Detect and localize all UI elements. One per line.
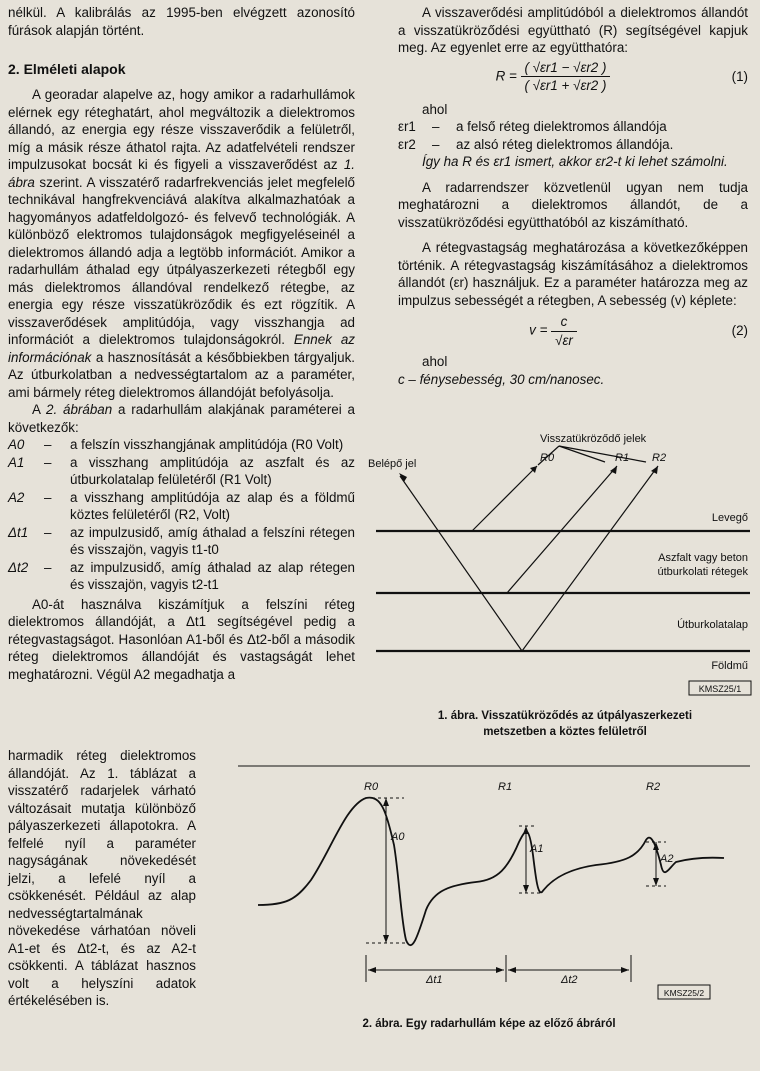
list-item: εr2 – az alsó réteg dielektromos állandója. <box>398 136 674 152</box>
equation-number: (1) <box>731 68 748 84</box>
layer-label-base: Útburkolatalap <box>677 619 748 631</box>
layer-label-air: Levegő <box>711 512 748 524</box>
fraction: $\frac{( √\varepsilon r1 - √\varepsilon r2 )}{( √\varepsilon r1 + √\varepsilon r2 )}$ <box>521 59 611 95</box>
layer-label-asphalt-1: Aszfalt vagy beton <box>658 552 748 564</box>
body-paragraph-r1: A visszaverődési amplitúdóból a dielektromos állandót a visszatükröződési együttható (R) segítségével kapjuk meg. Az egyenlet erre az együtthatóra: <box>398 5 748 55</box>
label-r0: R0 <box>540 452 555 464</box>
figure-1-caption: 1. ábra. Visszatükröződés az útpályaszerkezeti metszetben a köztes felületről <box>437 710 693 738</box>
body-paragraph-r3: A radarrendszer közvetlenül ugyan nem tudja meghatározni a dielektromos állandót, de a visszatükröződési együtthatóból az kiszámítható. <box>398 179 748 230</box>
figure-1-diagram <box>362 428 756 702</box>
body-paragraph-4: harmadik réteg dielektromos állandóját. Az 1. táblázat a visszatérő radarjelek várható változásait mutatja különböző pályaszerkezeti állapotokra. A felfelé nyíl a paraméter nagyságának növekedését jelzi, a lefelé nyíl a csökkenését. Például az alap nedvességtartalmának növekedése várhatóan növeli A1-et és Δt2-t, és az A2-t csökkenti. A táblázat hasznos volt a helyszíni adatok értékelésében is. <box>8 748 196 1008</box>
list-item: A2 – a visszhang amplitúdója az alap és a földmű köztes felületéről (R2, Volt) <box>8 489 355 522</box>
indicator-line <box>559 446 646 462</box>
figure-reference: 2. ábrában <box>46 402 113 417</box>
radar-waveform <box>258 798 724 946</box>
list-item: Δt2 – az impulzusidő, amíg áthalad az alap rétegen és visszajön, vagyis t2-t1 <box>8 559 355 592</box>
equation-2: v = $\frac{c}{√\varepsilon r}$ (2) <box>529 314 748 348</box>
label-a0: A0 <box>391 831 405 843</box>
label-r1: R1 <box>498 781 513 793</box>
body-paragraph-r4: A rétegvastagság meghatározása a következőképpen történik. A rétegvastagság kiszámításához a dielektromos állandót (εr) használjuk. Ez a paraméter határozza meg az impulzus sebességét a rétegben, A sebesség (v) képlete: <box>398 240 748 308</box>
arrowhead <box>383 798 389 806</box>
arrowhead <box>508 967 516 973</box>
where-label: ahol <box>422 354 448 369</box>
reflected-ray-r1 <box>507 466 617 593</box>
where-label: ahol <box>422 101 448 117</box>
figure-code: KMSZ25/2 <box>663 988 705 998</box>
arrowhead-r2 <box>651 466 658 474</box>
equation-1: R = $\frac{( √\varepsilon r1 - √\varepsilon r2 )}{( √\varepsilon r1 + √\varepsilon r2 )}$ (1) <box>495 59 748 93</box>
label-r2: R2 <box>646 781 661 793</box>
equation-number: (2) <box>731 323 748 339</box>
left-column <box>8 4 355 683</box>
label-reflected: Visszatükröződő jelek <box>540 433 647 445</box>
section-heading: 2. Elméleti alapok <box>8 61 126 77</box>
figure-reference: 1. ábra <box>8 157 355 190</box>
parameter-list <box>8 436 355 594</box>
list-item: A1 – a visszhang amplitúdója az aszfalt és az útburkolatalap felületéről (R1 Volt) <box>8 454 355 487</box>
arrowhead <box>368 967 376 973</box>
list-item: Δt1 – az impulzusidő, amíg áthalad a felszíni rétegen és visszajön, vagyis t1-t0 <box>8 524 355 557</box>
right-column <box>398 4 748 388</box>
arrowhead <box>523 885 529 893</box>
label-r2: R2 <box>652 452 667 464</box>
reflected-ray-r2 <box>522 466 658 651</box>
figure-2-caption: 2. ábra. Egy radarhullám képe az előző ábráról <box>362 1018 616 1030</box>
label-r1: R1 <box>615 452 630 464</box>
label-r0: R0 <box>364 781 379 793</box>
layer-label-asphalt-2: útburkolati rétegek <box>657 566 748 578</box>
speed-of-light-definition: c – fénysebesség, 30 cm/nanosec. <box>398 371 605 387</box>
continued-paragraph: nélkül. A kalibrálás az 1995-ben elvégzett azonosító fúrások alapján történt. <box>8 5 355 38</box>
label-dt2: Δt2 <box>561 974 578 986</box>
layer-label-subgrade: Földmű <box>711 660 748 672</box>
figure-2-waveform <box>236 760 754 1010</box>
incident-ray <box>400 476 522 651</box>
reflected-ray-r0 <box>472 466 537 531</box>
label-a2: A2 <box>660 853 674 865</box>
body-paragraph-2: A 2. ábrában a radarhullám alakjának paraméterei a következők: <box>8 402 355 435</box>
label-dt1: Δt1 <box>426 974 443 986</box>
label-incident: Belépő jel <box>368 458 417 470</box>
body-paragraph-r2: Így ha R és εr1 ismert, akkor εr2-t ki lehet számolni. <box>422 154 728 169</box>
body-paragraph-3: A0-át használva kiszámítjuk a felszíni réteg dielektromos állandóját, a Δt1 segítségével pedig a rétegvastagságot. Hasonlóan A1-ből és Δt2-ből a második réteg dielektromos állandóját és vastagságát lehet meghatározni. Végül A2 megadhatja a <box>8 596 355 682</box>
arrowhead <box>496 967 504 973</box>
arrowhead <box>383 935 389 943</box>
list-item: εr1 – a felső réteg dielektromos állandója <box>398 119 667 134</box>
indicator-line <box>559 446 605 462</box>
arrowhead <box>523 826 529 834</box>
label-a1: A1 <box>530 843 544 855</box>
arrowhead <box>621 967 629 973</box>
arrowhead <box>653 878 659 886</box>
list-item: A0 – a felszín visszhangjának amplitúdója (R0 Volt) <box>8 437 344 452</box>
body-paragraph-1: A georadar alapelve az, hogy amikor a radarhullámok elérnek egy réteghatárt, ahol megváltozik a dielektromos állandó, az energia egy része visszaverődik a felületről, míg a másik része áthatol rajta. Az adatfelvételi rendszer impulzusokat bocsát ki és figyeli a visszaverődést az 1. ábra szerint. A visszatérő radarfrekvenciás jelet megfelelő technikával hangfrekvenciává alakítva alkalmazhatóak a hagyományos adatfeldolgozó- és felvevő technológiák. A különböző elektromos tulajdonságok megfigyeléseinél a dielektromos állandó adja a legtöbb információt. Amikor a radarhullám áthalad egy útpályaszerkezeti rétegből egy más dielektromos állandóval rendelkező rétegbe, az energia egy része visszatükröződik és ezt rögzítik. A visszaverődések amplitúdója, vagy visszhangja ad információt a dielektromos tulajdonságokról. Ennek az információnak a hasznosítását a későbbiekben tárgyaljuk. Az útburkolatban a nedvességtartalom az a paraméter, ami bármely réteg dielektromos állandóját befolyásolja. <box>8 87 355 400</box>
figure-code: KMSZ25/1 <box>698 684 742 694</box>
fraction: $\frac{c}{√\varepsilon r}$ <box>551 313 577 349</box>
